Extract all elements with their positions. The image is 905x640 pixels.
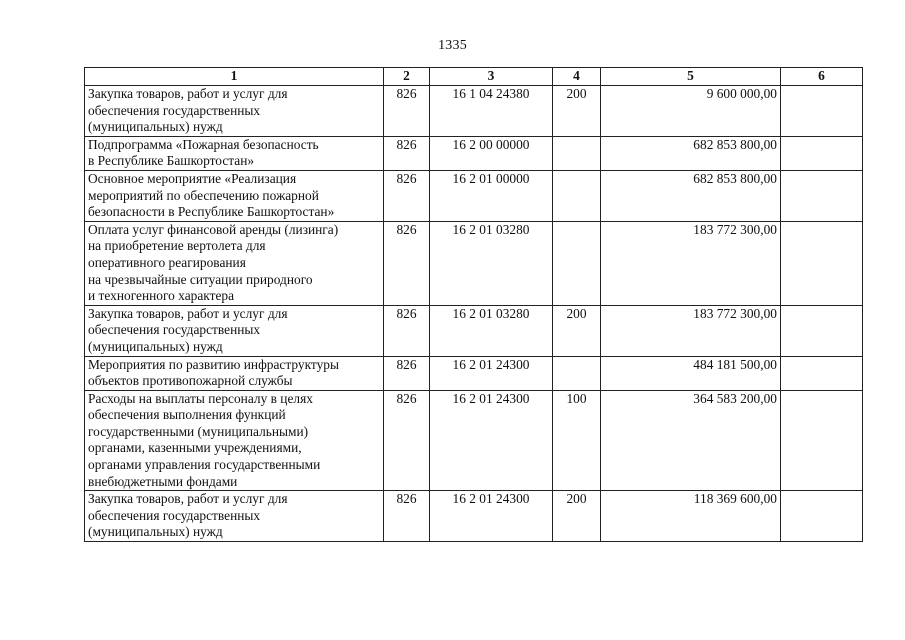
name-line: на приобретение вертолета для	[88, 238, 266, 254]
name-line: объектов противопожарной службы	[88, 373, 293, 389]
table-row	[85, 221, 863, 305]
name-line: органами, казенными учреждениями,	[88, 440, 302, 456]
department-code-cell: 826	[384, 221, 430, 305]
name-line: Основное мероприятие «Реализация	[88, 170, 297, 186]
department-code-cell: 826	[384, 136, 430, 170]
name-line: Подпрограмма «Пожарная безопасность	[88, 136, 319, 152]
expense-type-cell	[553, 136, 601, 170]
item-name-cell	[85, 491, 384, 542]
item-name-cell	[85, 86, 384, 137]
target-article-cell: 16 2 00 00000	[430, 136, 553, 170]
table-row	[85, 86, 863, 137]
table-row	[85, 305, 863, 356]
column-6-cell	[781, 491, 863, 542]
target-article-cell: 16 2 01 00000	[430, 170, 553, 221]
department-code-cell: 826	[384, 390, 430, 491]
item-name-cell	[85, 356, 384, 390]
amount-cell: 9 600 000,00	[601, 86, 781, 137]
item-name-cell	[85, 170, 384, 221]
department-code-cell: 826	[384, 86, 430, 137]
table-row	[85, 390, 863, 491]
column-6-cell	[781, 86, 863, 137]
name-line: безопасности в Республике Башкортостан»	[88, 204, 335, 220]
amount-cell: 682 853 800,00	[601, 136, 781, 170]
name-line: (муниципальных) нужд	[88, 524, 223, 540]
department-code-cell: 826	[384, 170, 430, 221]
column-header-5: 5	[601, 68, 781, 86]
column-header-4: 4	[553, 68, 601, 86]
column-6-cell	[781, 356, 863, 390]
name-line: обеспечения государственных	[88, 102, 261, 118]
amount-cell: 183 772 300,00	[601, 305, 781, 356]
target-article-cell: 16 2 01 24300	[430, 390, 553, 491]
expense-type-cell	[553, 170, 601, 221]
name-line: Оплата услуг финансовой аренды (лизинга)	[88, 221, 339, 237]
expense-type-cell: 200	[553, 491, 601, 542]
column-header-3: 3	[430, 68, 553, 86]
column-6-cell	[781, 221, 863, 305]
table-row	[85, 491, 863, 542]
name-line: мероприятий по обеспечению пожарной	[88, 187, 319, 203]
name-line: государственными (муниципальными)	[88, 423, 309, 439]
name-line: Закупка товаров, работ и услуг для	[88, 491, 288, 507]
amount-cell: 364 583 200,00	[601, 390, 781, 491]
target-article-cell: 16 2 01 24300	[430, 356, 553, 390]
table-row	[85, 170, 863, 221]
name-line: органами управления государственными	[88, 457, 321, 473]
item-name-cell	[85, 305, 384, 356]
name-line: (муниципальных) нужд	[88, 338, 223, 354]
name-line: внебюджетными фондами	[88, 473, 238, 489]
column-6-cell	[781, 170, 863, 221]
department-code-cell: 826	[384, 305, 430, 356]
item-name-cell	[85, 136, 384, 170]
table-row	[85, 356, 863, 390]
amount-cell: 682 853 800,00	[601, 170, 781, 221]
budget-table	[84, 67, 863, 542]
name-line: обеспечения выполнения функций	[88, 407, 286, 423]
target-article-cell: 16 2 01 24300	[430, 491, 553, 542]
name-line: обеспечения государственных	[88, 322, 261, 338]
table-row	[85, 136, 863, 170]
expense-type-cell	[553, 221, 601, 305]
target-article-cell: 16 2 01 03280	[430, 305, 553, 356]
item-name-cell	[85, 390, 384, 491]
name-line: и техногенного характера	[88, 288, 235, 304]
amount-cell: 118 369 600,00	[601, 491, 781, 542]
expense-type-cell: 200	[553, 86, 601, 137]
expense-type-cell: 200	[553, 305, 601, 356]
column-header-1: 1	[85, 68, 384, 86]
target-article-cell: 16 2 01 03280	[430, 221, 553, 305]
column-header-2: 2	[384, 68, 430, 86]
target-article-cell: 16 1 04 24380	[430, 86, 553, 137]
amount-cell: 484 181 500,00	[601, 356, 781, 390]
department-code-cell: 826	[384, 356, 430, 390]
table-header-row	[85, 68, 863, 86]
page-number: 1335	[438, 38, 467, 53]
department-code-cell: 826	[384, 491, 430, 542]
name-line: Расходы на выплаты персоналу в целях	[88, 390, 313, 406]
name-line: оперативного реагирования	[88, 254, 246, 270]
column-header-6: 6	[781, 68, 863, 86]
name-line: Мероприятия по развитию инфраструктуры	[88, 356, 339, 372]
name-line: на чрезвычайные ситуации природного	[88, 271, 313, 287]
name-line: (муниципальных) нужд	[88, 119, 223, 135]
item-name-cell	[85, 221, 384, 305]
name-line: Закупка товаров, работ и услуг для	[88, 305, 288, 321]
column-6-cell	[781, 136, 863, 170]
column-6-cell	[781, 390, 863, 491]
table-body	[85, 86, 863, 542]
name-line: Закупка товаров, работ и услуг для	[88, 86, 288, 101]
column-6-cell	[781, 305, 863, 356]
expense-type-cell: 100	[553, 390, 601, 491]
amount-cell: 183 772 300,00	[601, 221, 781, 305]
name-line: обеспечения государственных	[88, 507, 261, 523]
name-line: в Республике Башкортостан»	[88, 153, 255, 169]
expense-type-cell	[553, 356, 601, 390]
